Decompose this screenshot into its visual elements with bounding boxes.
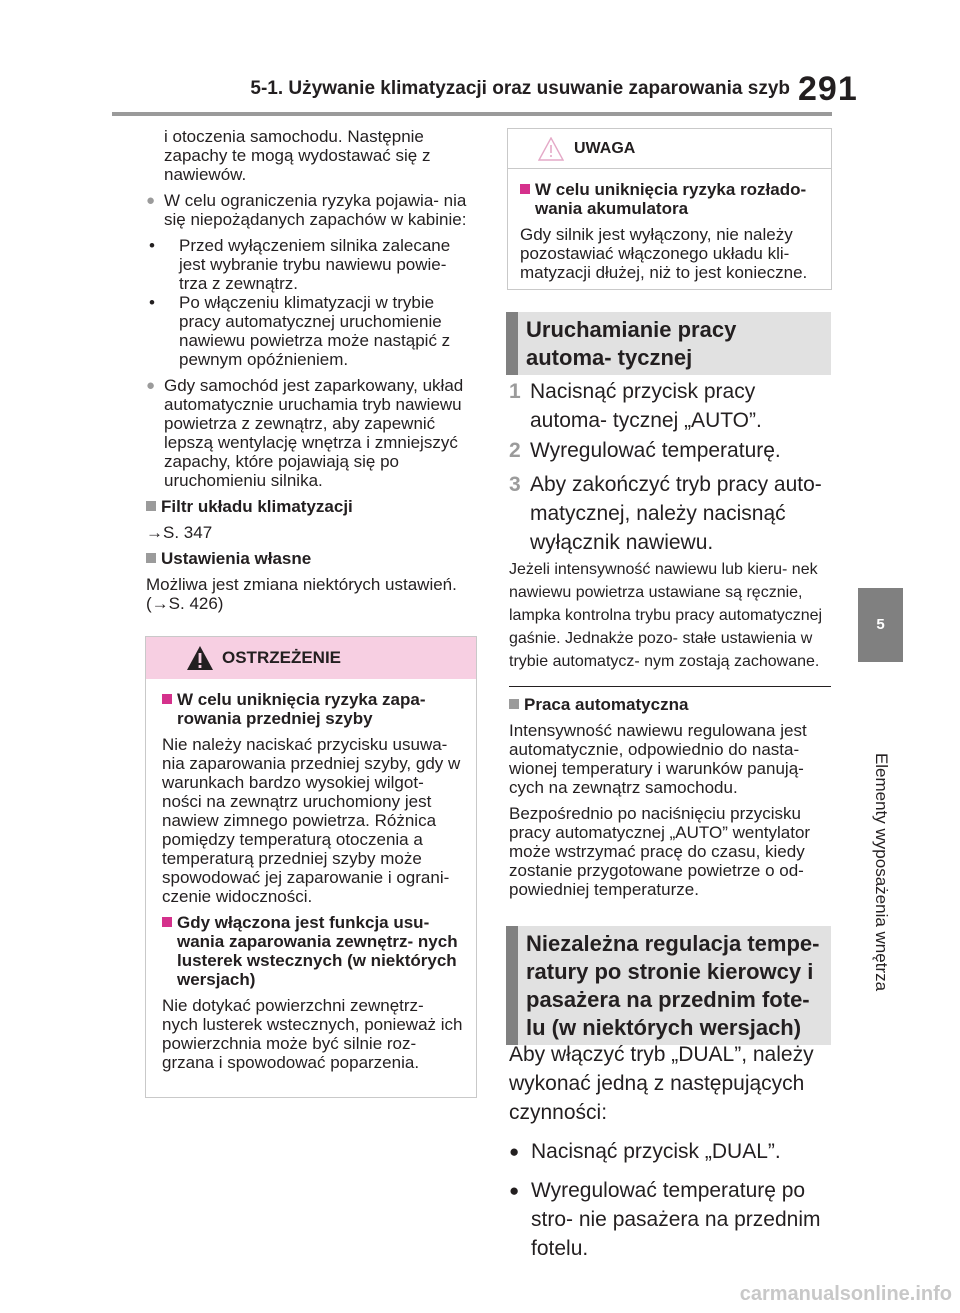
auto-operation-text: Bezpośrednio po naciśnięciu przycisku pracy automatycznej „AUTO” wentylator może wstrzymać pracę do czasu, kiedy zostanie przygotowane powietrze o od- powiedniej temperaturze. bbox=[509, 804, 811, 899]
notice-text: Gdy silnik jest wyłączony, nie należy pozostawiać włączonego układu kli- matyzacji dłużej, niż to jest konieczne. bbox=[520, 225, 808, 282]
dual-section-body bbox=[509, 1040, 834, 1263]
custom-settings-heading: Ustawienia własne bbox=[146, 549, 478, 568]
list-item: ● Nacisnąć przycisk „DUAL”. bbox=[509, 1137, 834, 1166]
dual-intro: Aby włączyć tryb „DUAL”, należy wykonać jedną z następujących czynności: bbox=[509, 1043, 814, 1124]
notice-box bbox=[507, 128, 832, 290]
step-text: Wyregulować temperaturę. bbox=[530, 439, 781, 462]
warning-box bbox=[145, 636, 477, 1098]
custom-settings-text: Możliwa jest zmiana niektórych ustawień. (→S. 426) bbox=[146, 575, 457, 613]
notice-title: UWAGA bbox=[574, 140, 636, 157]
list-item bbox=[146, 236, 478, 293]
warning-header bbox=[146, 637, 476, 679]
notice-header bbox=[508, 129, 831, 169]
step-item bbox=[509, 436, 834, 465]
step-item bbox=[509, 377, 834, 435]
chapter-tab[interactable]: 5 bbox=[858, 588, 903, 662]
step-text: Aby zakończyć tryb pracy auto- matycznej, należy nacisnąć wyłącznik nawiewu. bbox=[530, 473, 822, 554]
auto-operation-heading: Praca automatyczna bbox=[509, 695, 834, 714]
step-number: 3 bbox=[509, 473, 521, 496]
section-title: 5-1. Używanie klimatyzacji oraz usuwanie zaparowania szyb bbox=[250, 78, 790, 99]
page-number: 291 bbox=[798, 70, 858, 108]
list-item bbox=[146, 293, 478, 369]
header-divider bbox=[112, 112, 832, 116]
warning-text: Nie należy naciskać przycisku usuwa- nia zaparowania przedniej szyby, gdy w warunkach bardzo wysokiej wilgot- ności na zewnątrz uruchomiony jest nawiew zimnego powietrza. Różnica pomiędzy temperaturą otoczenia a temperaturą przedniej szyby może spowodować jej zaparowanie i ograni- czenie widoczności. bbox=[162, 735, 461, 906]
auto-operation-block bbox=[509, 695, 834, 906]
filter-heading: Filtr układu klimatyzacji bbox=[146, 497, 478, 516]
chapter-title: Elementy wyposażenia wnętrza bbox=[872, 752, 891, 992]
step-item bbox=[509, 470, 834, 557]
warning-triangle-icon bbox=[186, 645, 214, 671]
step-text: Nacisnąć przycisk pracy automa- tycznej „AUTO”. bbox=[530, 380, 762, 432]
warning-heading: W celu uniknięcia ryzyka zapa- rowania przedniej szyby bbox=[162, 690, 464, 728]
list-item: ● W celu ograniczenia ryzyka pojawia- nia się niepożądanych zapachów w kabinie: bbox=[146, 191, 478, 229]
list-item: ● Wyregulować temperaturę po stro- nie pasażera na przednim fotelu. bbox=[509, 1176, 834, 1263]
step-number: 1 bbox=[509, 380, 521, 403]
warning-heading: Gdy włączona jest funkcja usu- wania zaparowania zewnętrz- nych lusterek wstecznych (w niektórych wersjach) bbox=[162, 913, 464, 989]
left-column bbox=[146, 127, 478, 620]
continued-paragraph: i otoczenia samochodu. Następnie zapachy te mogą wydostawać się z nawiewów. bbox=[164, 127, 431, 184]
step-number: 2 bbox=[509, 439, 521, 462]
section-divider bbox=[509, 686, 831, 687]
caution-triangle-icon bbox=[538, 137, 564, 161]
auto-note: Jeżeli intensywność nawiewu lub kieru- nek nawiewu powietrza ustawiane są ręcznie, lampka kontrolna trybu pracy automatycznej gaśnie. Jednakże pozo- stałe ustawienia w trybie automatycz- nym zostają zachowane. bbox=[509, 561, 823, 670]
warning-text: Nie dotykać powierzchni zewnętrz- nych lusterek wstecznych, ponieważ ich powierzchnia może być silnie roz- grzana i spowodować poparzenia. bbox=[162, 996, 463, 1072]
watermark: carmanualsonline.info bbox=[739, 1283, 952, 1305]
auto-section-title: Uruchamianie pracy automa- tycznej bbox=[506, 312, 831, 375]
filter-page-ref[interactable]: →S. 347 bbox=[146, 523, 213, 542]
notice-heading: W celu uniknięcia ryzyka rozłado- wania akumulatora bbox=[520, 180, 821, 218]
list-item: ● Gdy samochód jest zaparkowany, układ automatycznie uruchamia tryb nawiewu powietrza z zewnątrz, aby zapewnić lepszą wentylację wnętrza i zmniejszyć zapachy, które pojawiają się po uruchomieniu silnika. bbox=[146, 376, 478, 490]
dual-section-title: Niezależna regulacja tempe- ratury po stronie kierowcy i pasażera na przednim fote- lu (w niektórych wersjach) bbox=[506, 926, 831, 1045]
sub-item-text: Przed wyłączeniem silnika zalecane jest wybranie trybu nawiewu powie- trza z zewnątrz. bbox=[179, 236, 451, 293]
warning-title: OSTRZEŻENIE bbox=[222, 648, 342, 667]
auto-operation-text: Intensywność nawiewu regulowana jest automatycznie, odpowiednio do nasta- wionej temperatury i warunków panują- cych na zewnątrz samochodu. bbox=[509, 721, 807, 797]
sub-item-text: Po włączeniu klimatyzacji w trybie pracy automatycznej uruchomienie nawiewu powietrza może nastąpić z pewnym opóźnieniem. bbox=[179, 293, 451, 369]
